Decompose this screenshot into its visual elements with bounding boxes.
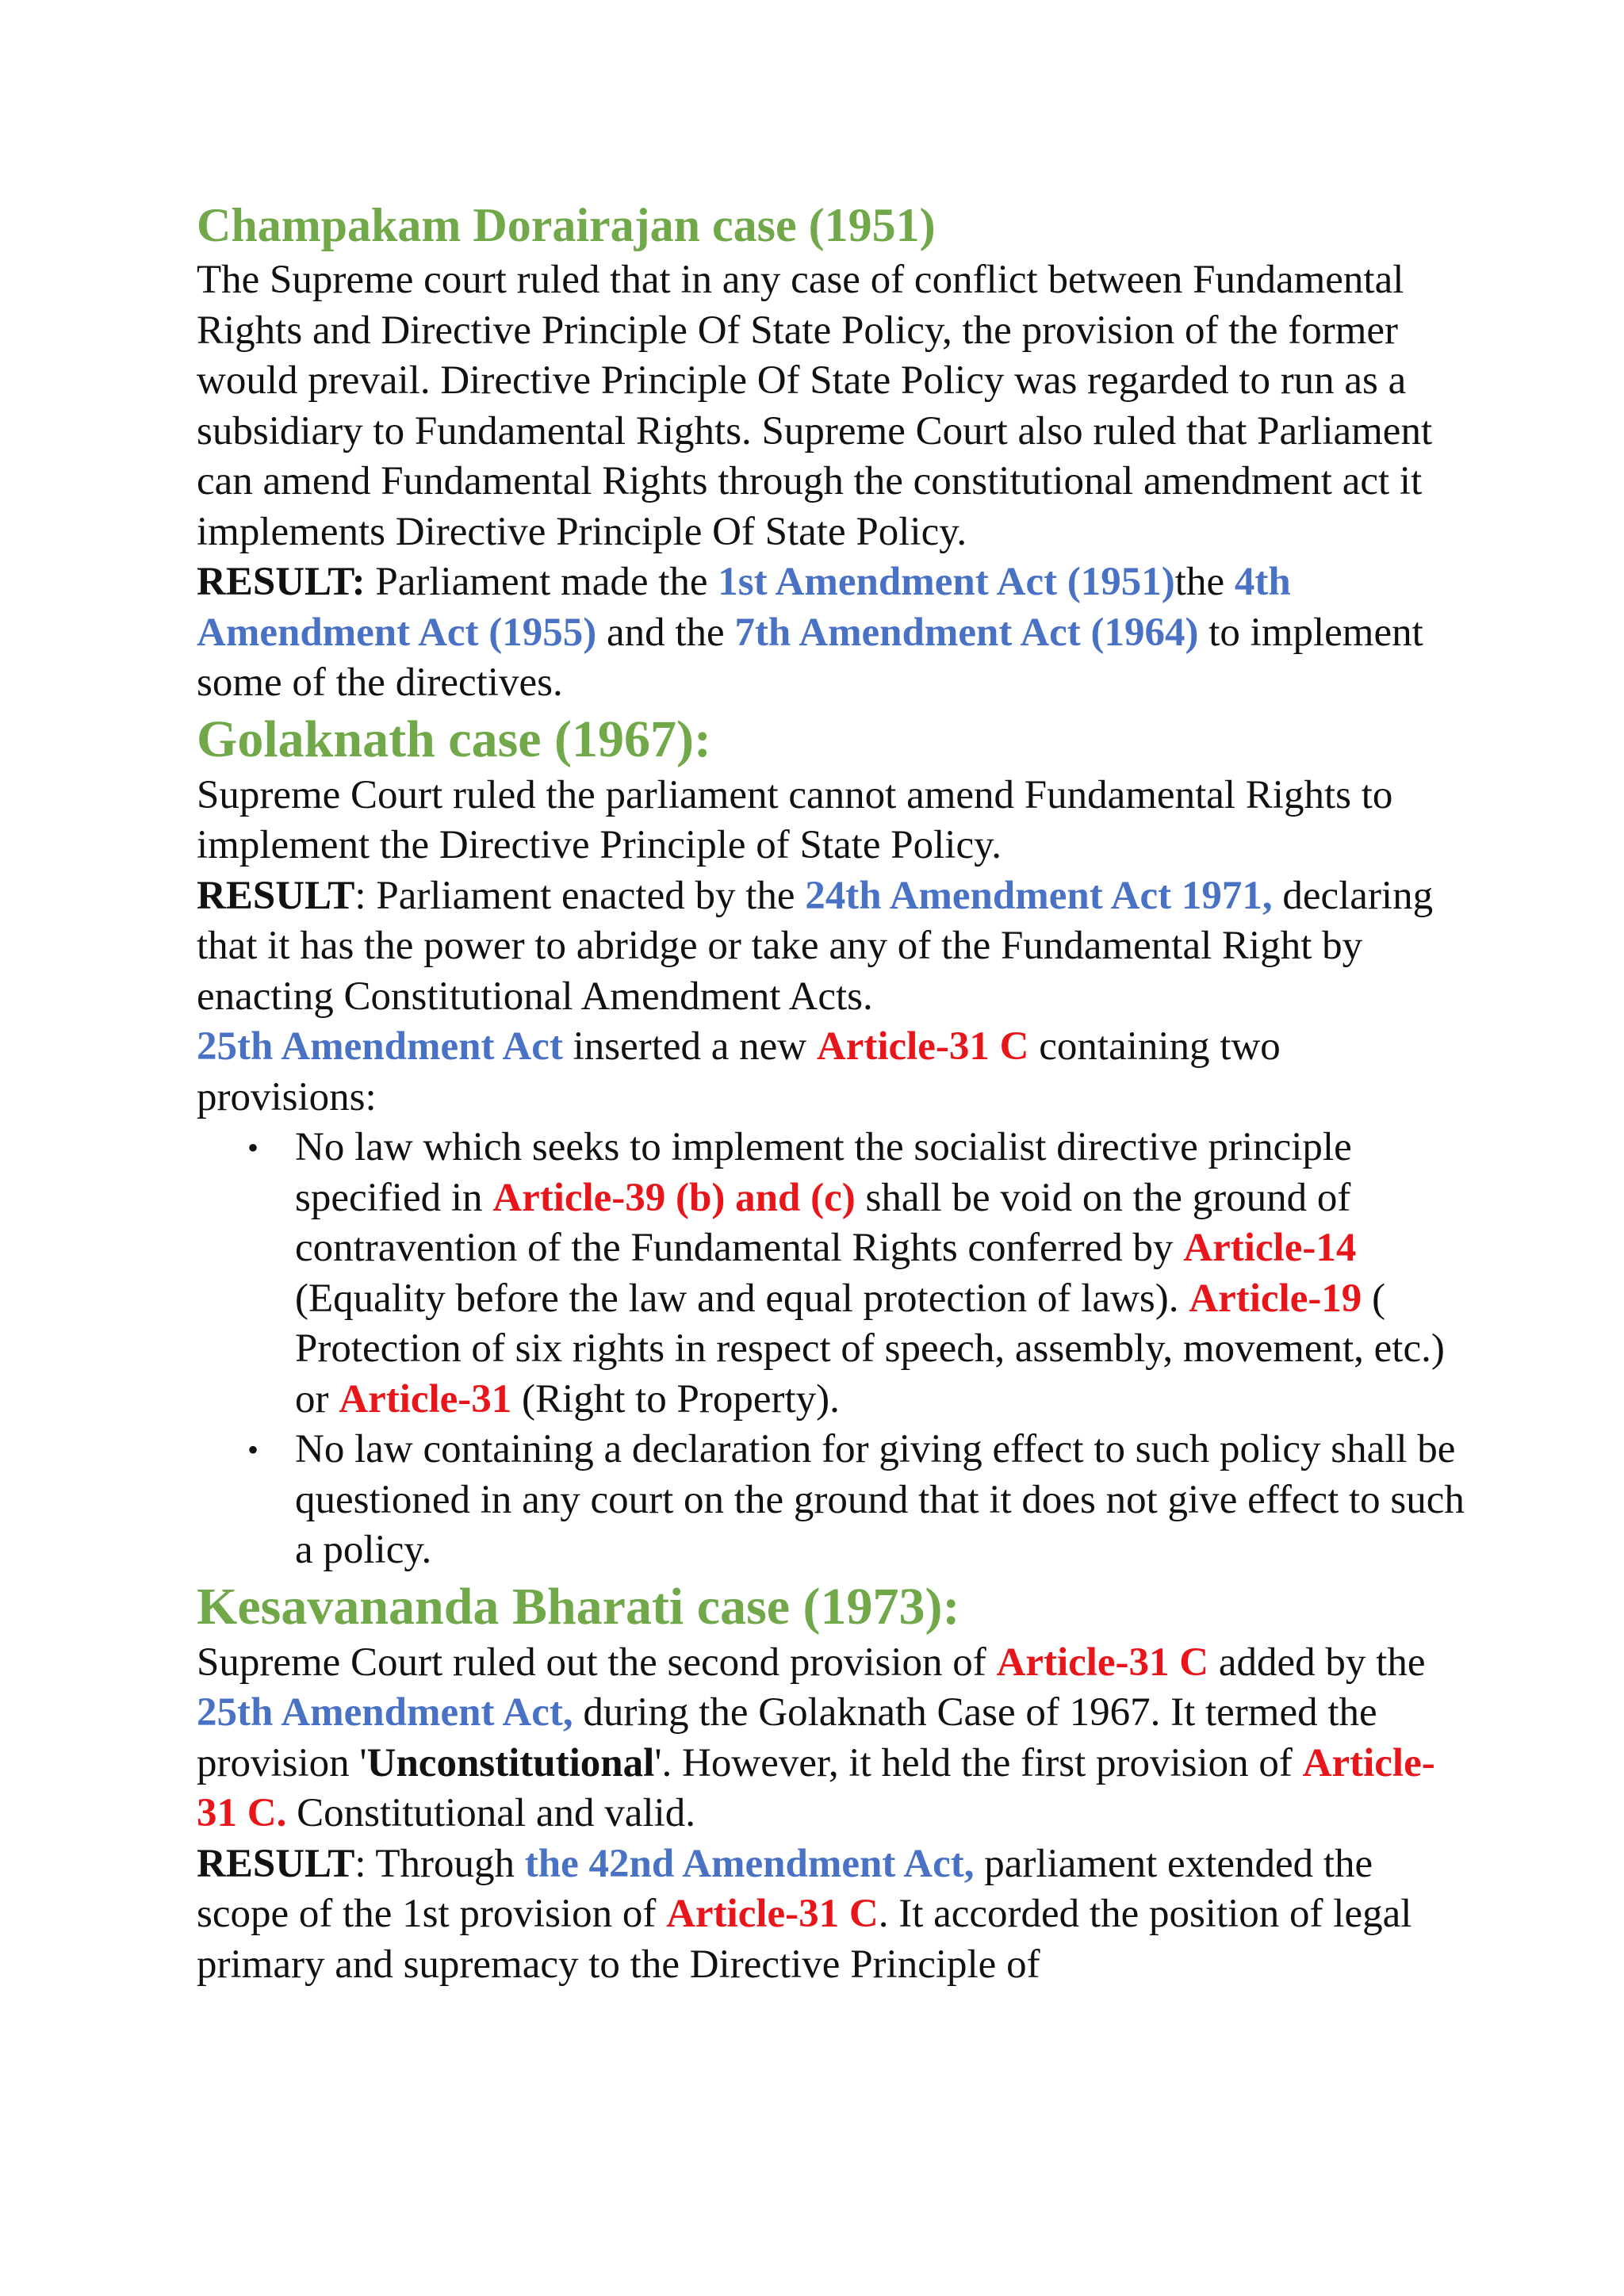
section-heading-kesavananda: Kesavananda Bharati case (1973): [197, 1577, 960, 1636]
article-ref: Article-31 C [996, 1640, 1209, 1685]
list-item [197, 1425, 1465, 1576]
article-ref: Article-31 C [666, 1892, 879, 1936]
kesavananda-body [197, 1638, 1465, 1839]
amendment-ref: 25th Amendment Act [197, 1024, 563, 1069]
text-run: : Parliament enacted by the [354, 873, 806, 918]
text-run: (Right to Property). [511, 1376, 840, 1422]
section-heading-champakam: Champakam Dorairajan case (1951) [197, 199, 936, 251]
article-ref: Article-31 [339, 1376, 512, 1422]
text-run: containing two provisions: [197, 1024, 1281, 1119]
result-label: RESULT: [197, 560, 366, 604]
article-ref: Article-14 [1183, 1226, 1357, 1270]
text-run: parliament extended the scope of the 1st provision of [197, 1841, 1373, 1936]
text-run: added by the [1208, 1640, 1426, 1685]
text-run: No law which seeks to implement the socialist directive principle specified in [295, 1125, 1352, 1220]
text-run: Constitutional and valid. [286, 1791, 695, 1835]
document-page [197, 195, 1465, 1990]
amendment-ref: 25th Amendment Act, [197, 1690, 573, 1735]
amendment-ref: the 42nd Amendment Act, [524, 1841, 975, 1886]
champakam-result [197, 557, 1465, 709]
text-run: . It accorded the position of legal primary and supremacy to the Directive Principle of [197, 1892, 1412, 1987]
list-item [197, 1123, 1465, 1425]
article-ref: Article-31 C. [197, 1740, 1435, 1835]
text-run: the [1174, 560, 1235, 604]
text-run: shall be void on the ground of contravention of the Fundamental Rights conferred by [295, 1175, 1351, 1270]
golaknath-body: Supreme Court ruled the parliament cannot amend Fundamental Rights to implement the Directive Principle of State Policy. [197, 772, 1393, 867]
kesavananda-result [197, 1839, 1465, 1991]
champakam-body: The Supreme court ruled that in any case of conflict between Fundamental Rights and Directive Principle Of State Policy, the provision of the former would prevail. Directive Principle Of State Policy was regarded to run as a subsidiary to Fundamental Rights. Supreme Court also ruled that Parliament can amend Fundamental Rights through the constitutional amendment act it implements Directive Principle Of State Policy. [197, 258, 1433, 554]
text-run: No law containing a declaration for giving effect to such policy shall be questioned in any court on the ground that it does not give effect to such a policy. [295, 1427, 1465, 1572]
text-run: ( Protection of six rights in respect of speech, assembly, movement, etc.) or [295, 1276, 1445, 1422]
text-run: Supreme Court ruled out the second provision of [197, 1640, 997, 1685]
section-heading-golaknath: Golaknath case (1967): [197, 710, 711, 768]
provisions-list [197, 1123, 1465, 1576]
text-run: declaring that it has the power to abridge or take any of the Fundamental Right by enacting Constitutional Amendment Acts. [197, 873, 1434, 1019]
amendment-ref: 4th Amendment Act (1955) [197, 560, 1291, 655]
result-label: RESULT [197, 873, 355, 918]
result-label: RESULT [197, 1841, 355, 1886]
text-run: : Through [354, 1841, 525, 1886]
bullet-icon: • [247, 1432, 259, 1468]
amendment-ref: 1st Amendment Act (1951) [718, 560, 1175, 604]
text-run: inserted a new [562, 1024, 817, 1069]
golaknath-article-31c [197, 1022, 1465, 1123]
bullet-icon: • [247, 1130, 259, 1165]
text-run: to implement some of the directives. [197, 610, 1423, 705]
amendment-ref: 24th Amendment Act 1971, [805, 873, 1273, 918]
article-ref: Article-31 C [816, 1024, 1029, 1069]
text-run: Parliament made the [365, 560, 718, 604]
text-run: '. However, it held the first provision of [654, 1740, 1303, 1785]
amendment-ref: 7th Amendment Act (1964) [734, 610, 1199, 655]
emphasis: Unconstitutional [366, 1740, 655, 1785]
golaknath-result [197, 871, 1465, 1023]
article-ref: Article-19 [1189, 1276, 1362, 1321]
article-ref: Article-39 (b) and (c) [492, 1175, 856, 1220]
text-run: during the Golaknath Case of 1967. It termed the provision ' [197, 1690, 1377, 1785]
text-run: and the [596, 610, 735, 655]
text-run: (Equality before the law and equal protection of laws). [295, 1276, 1189, 1321]
